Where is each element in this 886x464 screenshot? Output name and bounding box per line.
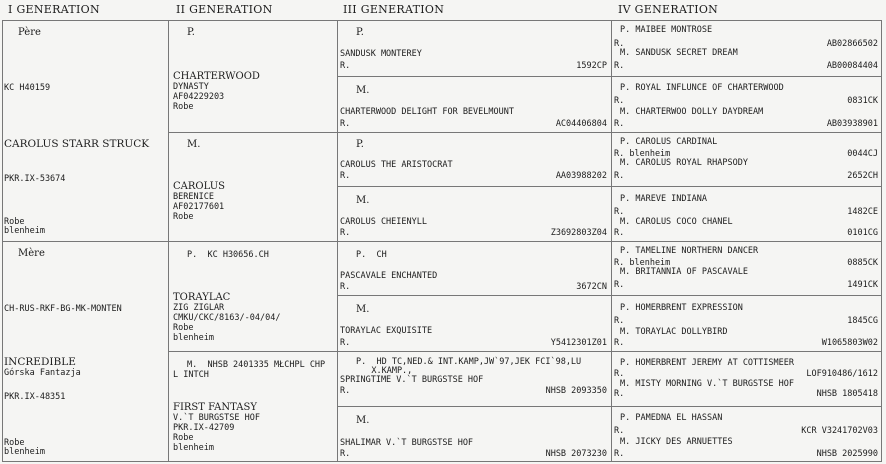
gen4-cell: [611, 132, 882, 186]
sire-registration: KC H40159: [4, 83, 51, 93]
gen4-dam: M. BRITANNIA OF PASCAVALE: [620, 267, 748, 277]
gen3-r: R.: [340, 338, 351, 348]
gen2-name-line1: CAROLUS: [173, 181, 225, 192]
gen3-number: 1592CP: [576, 61, 607, 71]
gen4-cell: [611, 295, 882, 351]
gen4-cell: [611, 406, 882, 462]
gen4-sire-r: R.: [614, 96, 625, 106]
header-gen-3: III GENERATION: [343, 3, 445, 16]
gen2-cell-3: [168, 241, 337, 351]
gen2-color-value: blenheim: [173, 443, 214, 453]
gen3-r: R.: [340, 449, 351, 459]
dog-color-label: Robe: [4, 217, 25, 227]
gen4-dam-number: AB03938901: [826, 119, 878, 129]
gen3-cell: [337, 20, 611, 76]
gen1-dam-cell: [2, 241, 168, 462]
gen4-dam: M. JICKY DES ARNUETTES: [620, 437, 733, 447]
gen2-color: Robe: [173, 433, 194, 443]
gen3-cell: [337, 406, 611, 462]
gen3-name: SHALIMAR V.`T BURGSTSE HOF: [340, 438, 474, 448]
gen4-sire: P. ROYAL INFLUNCE OF CHARTERWOOD: [620, 83, 784, 93]
gen4-sire-r: R. blenheim: [614, 149, 671, 159]
gen4-cell: [611, 241, 882, 295]
gen4-sire-number: 0831CK: [847, 96, 878, 106]
gen3-name: PASCAVALE ENCHANTED: [340, 271, 438, 281]
gen4-cell: [611, 20, 882, 76]
gen4-dam-number: W1065803W02: [821, 338, 878, 348]
gen3-cell: [337, 186, 611, 241]
dam-color-value: blenheim: [4, 447, 45, 457]
gen4-sire-number: AB02866502: [826, 39, 878, 49]
gen2-name-line2: DYNASTY: [173, 82, 209, 92]
gen3-cell: [337, 351, 611, 406]
gen4-sire-number: 1845CG: [847, 316, 878, 326]
gen4-sire: P. HOMERBRENT EXPRESSION: [620, 303, 743, 313]
gen2-name-line2: ZIG ZIGLAR: [173, 303, 225, 313]
gen4-sire-r: R.: [614, 207, 625, 217]
gen4-sire-number: 0885CK: [847, 258, 878, 268]
pedigree-table: [2, 20, 882, 462]
header-gen-2: II GENERATION: [176, 3, 273, 16]
gen2-color: Robe: [173, 212, 194, 222]
gen4-dam-number: NHSB 2025990: [816, 449, 878, 459]
gen3-r: R.: [340, 228, 351, 238]
gen2-color: Robe: [173, 102, 194, 112]
gen4-sire-r: R.: [614, 39, 625, 49]
dam-name-2: Górska Fantazja: [4, 368, 81, 378]
gen2-registration: PKR.IX-42709: [173, 423, 235, 433]
dog-registration: PKR.IX-53674: [4, 174, 66, 184]
gen3-label: P.: [356, 27, 364, 38]
gen3-label-cont: X.KAMP.,: [356, 366, 413, 376]
gen2-color-value: blenheim: [173, 333, 214, 343]
gen3-number: 3672CN: [576, 282, 607, 292]
gen2-registration: CMKU/CKC/8163/-04/04/: [173, 313, 281, 323]
gen4-dam-r: R.: [614, 389, 625, 399]
gen2-cell-1: [168, 20, 337, 132]
gen2-registration: AF04229203: [173, 92, 225, 102]
gen3-name: CHARTERWOOD DELIGHT FOR BEVELMOUNT: [340, 107, 514, 117]
gen4-dam: M. MISTY MORNING V.`T BURGSTSE HOF: [620, 379, 794, 389]
gen4-dam-r: R.: [614, 280, 625, 290]
gen2-cell-4: [168, 351, 337, 462]
dam-color-label: Robe: [4, 438, 25, 448]
gen2-name-line2: BERENICE: [173, 192, 214, 202]
gen3-cell: [337, 295, 611, 351]
gen4-dam-r: R.: [614, 228, 625, 238]
gen2-name-line1: FIRST FANTASY: [173, 402, 257, 413]
gen3-r: R.: [340, 61, 351, 71]
dog-color-value: blenheim: [4, 226, 45, 236]
gen2-cell-2: [168, 132, 337, 241]
gen4-sire: P. MAREVE INDIANA: [620, 194, 707, 204]
gen4-sire: P. TAMELINE NORTHERN DANCER: [620, 246, 759, 256]
gen3-label: P. CH: [356, 250, 387, 260]
gen2-name-line2: V.`T BURGSTSE HOF: [173, 413, 260, 423]
gen4-dam-number: AB00084404: [826, 61, 878, 71]
gen3-label: M.: [356, 304, 370, 315]
gen2-color: Robe: [173, 323, 194, 333]
gen3-number: AA03988202: [555, 171, 607, 181]
dam-titles: CH-RUS-RKF-BG-MK-MONTEN: [4, 304, 122, 314]
gen2-registration: AF02177601: [173, 202, 225, 212]
gen4-dam-r: R.: [614, 171, 625, 181]
gen4-sire-r: R.: [614, 316, 625, 326]
gen4-sire: P. HOMERBRENT JEREMY AT COTTISMEER: [620, 358, 794, 368]
gen4-sire: P. MAIBEE MONTROSE: [620, 25, 713, 35]
gen2-label: M. NHSB 2401335 MŁCHPL CHP: [187, 360, 326, 370]
gen3-name: CAROLUS THE ARISTOCRAT: [340, 160, 453, 170]
dam-registration: PKR.IX-48351: [4, 392, 66, 402]
gen4-dam: M. CAROLUS ROYAL RHAPSODY: [620, 158, 748, 168]
gen3-number: NHSB 2073230: [545, 449, 607, 459]
gen3-r: R.: [340, 119, 351, 129]
gen4-dam-number: NHSB 1805418: [816, 389, 878, 399]
gen3-cell: [337, 132, 611, 186]
header-gen-4: IV GENERATION: [618, 3, 719, 16]
gen4-sire-r: R.: [614, 369, 625, 379]
gen3-label: P. HD TC,NED.& INT.KAMP,JW`97,JEK FCI`98,LU: [356, 357, 582, 367]
gen4-dam-number: 1491CK: [847, 280, 878, 290]
gen4-sire-number: KCR V3241702V03: [801, 426, 878, 436]
gen4-dam: M. CHARTERWOO DOLLY DAYDREAM: [620, 107, 764, 117]
gen3-name: TORAYLAC EXQUISITE: [340, 326, 433, 336]
gen4-sire: P. CAROLUS CARDINAL: [620, 137, 718, 147]
gen4-sire-number: 1482CE: [847, 207, 878, 217]
gen4-dam: M. TORAYLAC DOLLYBIRD: [620, 327, 728, 337]
gen4-sire: P. PAMEDNA EL HASSAN: [620, 413, 723, 423]
dam-label: Mère: [18, 248, 45, 259]
gen4-sire-number: LOF910486/1612: [806, 369, 878, 379]
gen1-sire-cell: [2, 20, 168, 241]
gen2-name-line1: TORAYLAC: [173, 292, 231, 303]
gen4-dam: M. SANDUSK SECRET DREAM: [620, 48, 738, 58]
gen4-sire-number: 0044CJ: [847, 149, 878, 159]
gen3-number: AC04406804: [555, 119, 607, 129]
gen3-label: M.: [356, 85, 370, 96]
gen4-sire-r: R. blenheim: [614, 258, 671, 268]
gen3-label: M.: [356, 195, 370, 206]
gen4-cell: [611, 76, 882, 132]
gen3-number: Z3692803Z04: [550, 228, 607, 238]
gen3-cell: [337, 241, 611, 295]
gen3-name: CAROLUS CHEIENYLL: [340, 217, 427, 227]
gen4-dam: M. CAROLUS COCO CHANEL: [620, 217, 733, 227]
gen4-cell: [611, 351, 882, 406]
gen3-r: R.: [340, 386, 351, 396]
gen4-dam-r: R.: [614, 449, 625, 459]
gen4-dam-r: R.: [614, 119, 625, 129]
gen3-r: R.: [340, 282, 351, 292]
gen3-cell: [337, 76, 611, 132]
dam-name: INCREDIBLE: [4, 356, 76, 368]
gen3-label: M.: [356, 415, 370, 426]
gen2-label: M.: [187, 139, 201, 150]
gen2-label: P.: [187, 27, 195, 38]
gen2-label-cont: L INTCH: [173, 370, 209, 380]
gen3-r: R.: [340, 171, 351, 181]
gen4-sire-r: R.: [614, 426, 625, 436]
gen2-label: P. KC H30656.CH: [187, 250, 269, 260]
gen3-label: P.: [356, 139, 364, 150]
gen3-name: SPRINGTIME V.`T BURGSTSE HOF: [340, 375, 484, 385]
gen4-dam-r: R.: [614, 61, 625, 71]
sire-label: Père: [18, 27, 41, 38]
gen4-dam-number: 2652CH: [847, 171, 878, 181]
gen2-name-line1: CHARTERWOOD: [173, 71, 260, 82]
gen4-cell: [611, 186, 882, 241]
gen3-number: NHSB 2093350: [545, 386, 607, 396]
dog-name: CAROLUS STARR STRUCK: [4, 138, 150, 150]
gen3-name: SANDUSK MONTEREY: [340, 49, 422, 59]
gen4-dam-r: R.: [614, 338, 625, 348]
gen3-number: Y5412301Z01: [550, 338, 607, 348]
header-gen-1: I GENERATION: [8, 3, 100, 16]
gen4-dam-number: 0101CG: [847, 228, 878, 238]
